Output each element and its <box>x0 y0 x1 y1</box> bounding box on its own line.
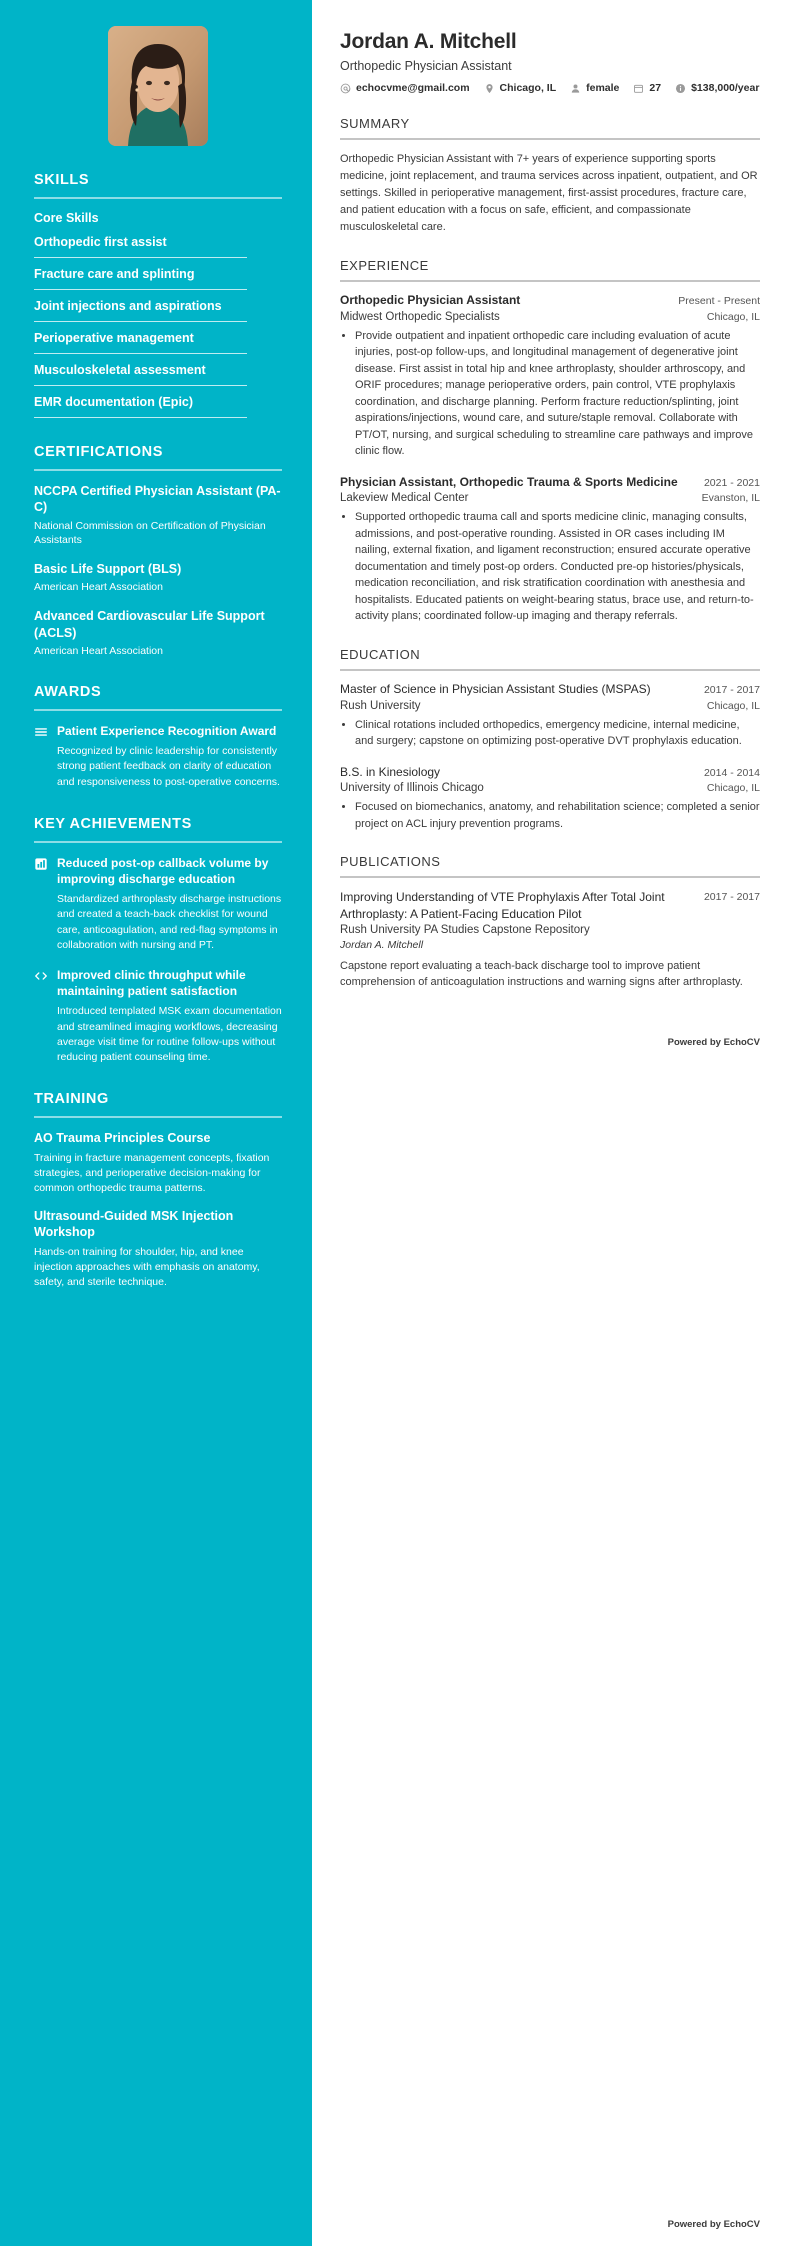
achievement-description: Standardized arthroplasty discharge instructions and created a teach-back checklist for wound care, anticoagulation, and red-flag symptoms in collaboration with nursing and PT. <box>57 893 282 951</box>
email-icon <box>340 83 351 94</box>
experience-role: Orthopedic Physician Assistant <box>340 293 521 308</box>
experience-bullets <box>340 328 760 460</box>
contact-list <box>340 82 760 94</box>
powered-by-label: Powered by EchoCV <box>667 1036 760 1048</box>
divider <box>340 138 760 140</box>
sidebar <box>0 0 312 2246</box>
publication-description: Capstone report evaluating a teach-back discharge tool to improve patient comprehension of anticoagulation instructions and warning signs after arthroplasty. <box>340 959 743 989</box>
education-location: Chicago, IL <box>706 782 760 795</box>
contact-age <box>633 82 661 94</box>
education-school: Rush University <box>340 699 421 712</box>
certification-org: National Commission on Certification of Physician Assistants <box>34 519 266 546</box>
sidebar-section-training <box>34 1091 282 1290</box>
contact-age-value: 27 <box>649 82 662 94</box>
avatar-wrap <box>34 26 282 146</box>
sidebar-section-key-achievements <box>34 816 282 1066</box>
sidebar-awards-heading: AWARDS <box>34 683 102 700</box>
publication-source: Rush University PA Studies Capstone Repository <box>340 923 590 936</box>
publication-item <box>340 889 760 991</box>
bullet: • Focused on biomechanics, anatomy, and rehabilitation science; completed a senior project on ACL injury prevention programs. <box>355 799 760 832</box>
section-publications <box>340 854 760 991</box>
training-description: Hands-on training for shoulder, hip, and knee injection approaches with emphasis on anatomy, safety, and sterile technique. <box>34 1245 260 1289</box>
experience-item <box>340 293 760 460</box>
sidebar-certifications-heading: CERTIFICATIONS <box>34 444 163 460</box>
job-title: Orthopedic Physician Assistant <box>340 59 512 73</box>
skill-item: Orthopedic first assist <box>34 235 247 258</box>
divider <box>340 876 760 878</box>
achievement-description: Introduced templated MSK exam documentation and streamlined imaging workflows, decreasing average visit time for routine follow-ups without reducing patient counseling time. <box>57 1005 282 1064</box>
bullet: • Provide outpatient and inpatient orthopedic care including evaluation of acute injuries, post-op follow-ups, and longitudinal management of degenerative joint disease. First assist in total hip and knee arthroplasty, shoulder arthroscopy, and ORIF procedures; manage perioperative orders, pain control, VTE prophylaxis coordination, and discharge planning. Perform fracture reduction/splinting, joint aspirations/injections, wound care, and suture/staple removal. Collaborate with PT/OT, nursing, and surgical scheduling to streamline care pathways and improve clinic flow. <box>355 328 760 460</box>
contact-email-value: echocvme@gmail.com <box>356 82 470 94</box>
sidebar-skills-heading: SKILLS <box>34 172 90 188</box>
education-bullets <box>340 717 760 750</box>
education-heading: EDUCATION <box>340 646 421 662</box>
contact-location-value: Chicago, IL <box>499 82 557 94</box>
training-name: AO Trauma Principles Course <box>34 1131 211 1146</box>
education-degree: B.S. in Kinesiology <box>340 764 441 779</box>
contact-location <box>484 82 557 94</box>
summary-text: Orthopedic Physician Assistant with 7+ years of experience supporting sports medicine, joint replacement, and trauma services across inpatient, outpatient, and OR settings. Skilled in perioperative management, first-assist procedures, fracture care, and patient education with a focus on safe, efficient, and compassionate musculoskeletal care. <box>340 153 758 234</box>
education-item <box>340 765 760 833</box>
skill-item: Perioperative management <box>34 331 247 354</box>
divider <box>34 1116 282 1118</box>
certification-org: American Heart Association <box>34 581 163 594</box>
main-content <box>312 0 794 1078</box>
education-degree: Master of Science in Physician Assistant Studies (MSPAS) <box>340 681 651 696</box>
certification-name: NCCPA Certified Physician Assistant (PA-C) <box>34 484 281 515</box>
bar-chart-icon <box>34 857 48 871</box>
certification-name: Basic Life Support (BLS) <box>34 561 182 576</box>
education-location: Chicago, IL <box>706 699 760 712</box>
section-experience <box>340 258 760 625</box>
section-summary <box>340 116 760 236</box>
divider <box>34 841 282 843</box>
sidebar-section-skills <box>34 172 282 418</box>
skill-item: Joint injections and aspirations <box>34 299 247 322</box>
certification-item <box>34 483 282 547</box>
bullet: • Supported orthopedic trauma call and sports medicine clinic, managing consults, admissions, and post-operative rounding. Assisted in OR cases including IM nailing, external fixation, and ligament reconstruction; ensured accurate operative documentation and timely post-op orders. Conducted pre-op histories/physicals, medication reconciliation, and risk stratification coordination with anesthesia and hospitalists. Educated patients on weight-bearing status, brace use, and return-to-activity plans; coordinated follow-up imaging and therapy referrals. <box>355 509 760 625</box>
experience-heading: EXPERIENCE <box>340 258 429 274</box>
certification-org: American Heart Association <box>34 644 163 657</box>
education-date: 2014 - 2014 <box>703 766 760 779</box>
code-brackets-icon <box>34 969 48 983</box>
page-title: Jordan A. Mitchell <box>340 30 517 53</box>
experience-date: 2021 - 2021 <box>703 476 760 489</box>
section-education <box>340 647 760 832</box>
skill-group-title: Core Skills <box>34 211 99 225</box>
award-item <box>34 723 282 790</box>
experience-organization: Lakeview Medical Center <box>340 492 469 505</box>
experience-organization: Midwest Orthopedic Specialists <box>340 310 500 323</box>
contact-gender-value: female <box>586 82 620 94</box>
certification-item <box>34 608 282 658</box>
sidebar-section-awards <box>34 684 282 790</box>
publication-author: Jordan A. Mitchell <box>340 938 424 951</box>
publications-heading: PUBLICATIONS <box>340 854 441 870</box>
skill-item: EMR documentation (Epic) <box>34 395 247 418</box>
calendar-icon <box>633 83 644 94</box>
training-item <box>34 1130 282 1196</box>
experience-bullets <box>340 509 760 625</box>
experience-location: Evanston, IL <box>701 492 760 505</box>
person-icon <box>570 83 581 94</box>
education-item <box>340 682 760 750</box>
experience-date: Present - Present <box>678 295 760 308</box>
location-pin-icon <box>484 83 495 94</box>
experience-role: Physician Assistant, Orthopedic Trauma & Sports Medicine <box>340 474 678 489</box>
divider <box>34 709 282 711</box>
contact-gender <box>570 82 619 94</box>
training-item <box>34 1208 282 1290</box>
bullet: • Clinical rotations included orthopedics, emergency medicine, internal medicine, and surgery; capstone on optimizing post-operative DVT prophylaxis education. <box>355 717 760 750</box>
achievement-item <box>34 855 282 953</box>
education-date: 2017 - 2017 <box>703 683 760 696</box>
contact-salary <box>675 82 759 94</box>
training-name: Ultrasound-Guided MSK Injection Workshop <box>34 1209 234 1240</box>
divider <box>340 280 760 282</box>
certification-name: Advanced Cardiovascular Life Support (ACLS) <box>34 609 265 640</box>
divider <box>340 669 760 671</box>
contact-salary-value: $138,000/year <box>691 82 760 94</box>
publication-date: 2017 - 2017 <box>703 891 760 904</box>
education-bullets <box>340 799 760 832</box>
list-lines-icon <box>34 725 48 739</box>
experience-location: Chicago, IL <box>706 310 760 323</box>
contact-email <box>340 82 470 94</box>
education-school: University of Illinois Chicago <box>340 782 484 795</box>
divider <box>34 469 282 471</box>
summary-heading: SUMMARY <box>340 116 410 131</box>
award-title: Patient Experience Recognition Award <box>57 723 277 738</box>
achievement-title: Reduced post-op callback volume by improving discharge education <box>57 855 269 886</box>
avatar <box>108 26 208 146</box>
certification-item <box>34 561 282 594</box>
publication-title: Improving Understanding of VTE Prophylaxis After Total Joint Arthroplasty: A Patient-Facing Education Pilot <box>340 890 665 921</box>
skill-item: Musculoskeletal assessment <box>34 363 247 386</box>
award-description: Recognized by clinic leadership for consistently strong patient feedback on clarity of education and responsiveness to post-operative concerns. <box>57 745 280 788</box>
achievement-title: Improved clinic throughput while maintaining patient satisfaction <box>57 968 246 999</box>
achievement-item <box>34 967 282 1065</box>
sidebar-section-certifications <box>34 444 282 658</box>
sidebar-training-heading: TRAINING <box>34 1091 109 1108</box>
powered-by-footer-label: Powered by EchoCV <box>667 2219 760 2230</box>
sidebar-key-achievements-heading: KEY ACHIEVEMENTS <box>34 815 192 832</box>
info-circle-icon <box>675 83 686 94</box>
experience-item <box>340 475 760 625</box>
training-description: Training in fracture management concepts, fixation strategies, and perioperative decision-making for common orthopedic trauma patterns. <box>34 1151 270 1194</box>
divider <box>34 197 282 199</box>
skill-item: Fracture care and splinting <box>34 267 247 290</box>
